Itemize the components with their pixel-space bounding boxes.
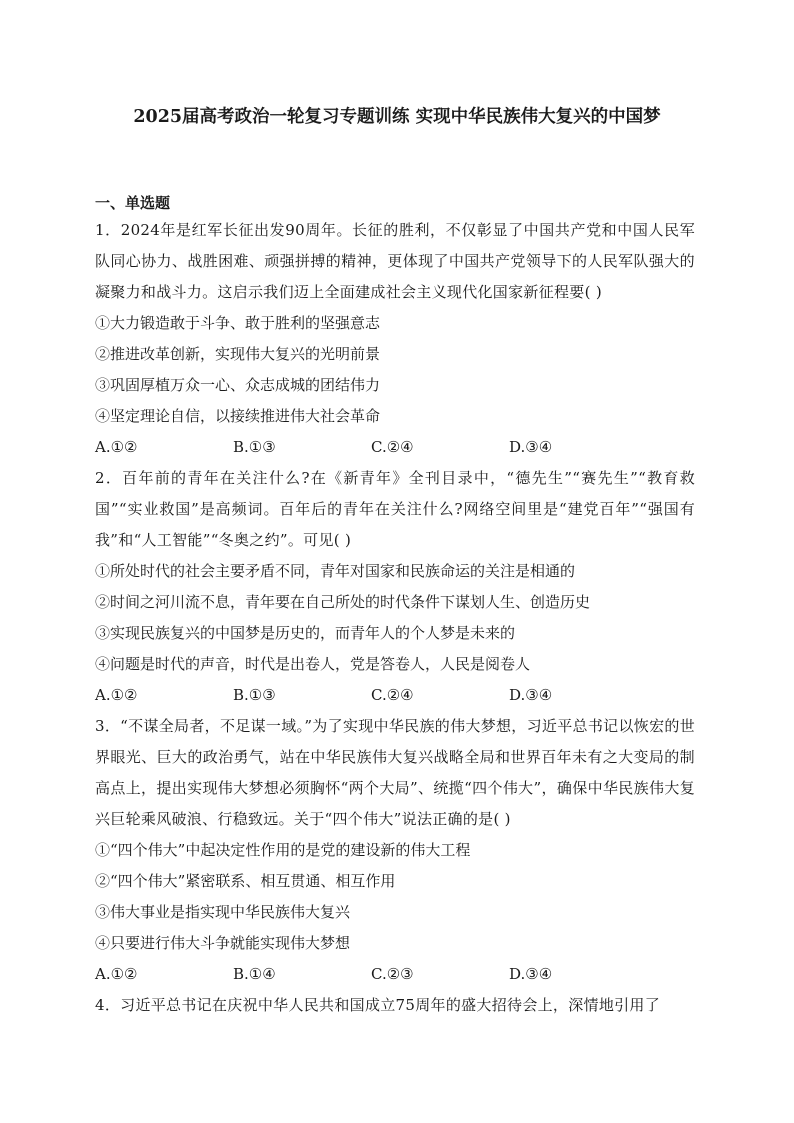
statement-option: ①大力锻造敢于斗争、敢于胜利的坚强意志 [95, 314, 381, 332]
statement-option: ③巩固厚植万众一心、众志成城的团结伟力 [95, 376, 381, 394]
statement-option: ①“四个伟大”中起决定性作用的是党的建设新的伟大工程 [95, 841, 471, 859]
choice-a: A.①② [95, 965, 138, 983]
statement-option: ②推进改革创新，实现伟大复兴的光明前景 [95, 345, 381, 363]
statement-option: ③实现民族复兴的中国梦是历史的，而青年人的个人梦是未来的 [95, 624, 516, 642]
choice-d: D.③④ [509, 686, 553, 704]
choice-d: D.③④ [509, 965, 553, 983]
answer-choices [95, 680, 695, 711]
answer-choices [95, 432, 695, 463]
question-2 [95, 463, 695, 711]
section-heading: 一、单选题 [95, 194, 171, 212]
question-3 [95, 711, 695, 990]
choice-d: D.③④ [509, 438, 553, 456]
choice-c: C.②④ [371, 438, 414, 456]
choice-a: A.①② [95, 438, 138, 456]
statement-option: ①所处时代的社会主要矛盾不同，青年对国家和民族命运的关注是相通的 [95, 562, 576, 580]
choice-b: B.①③ [233, 686, 276, 704]
question-stem: 2．百年前的青年在关注什么?在《新青年》全刊目录中，“德先生”“赛先生”“教育救国”“实业救国”是高频词。百年后的青年在关注什么?网络空间里是“建党百年”“强国有我”和“人工智能”“冬奥之约”。可见( ) [95, 469, 695, 549]
statement-option: ②“四个伟大”紧密联系、相互贯通、相互作用 [95, 872, 396, 890]
choice-b: B.①③ [233, 438, 276, 456]
document-title: 2025届高考政治一轮复习专题训练 实现中华民族伟大复兴的中国梦 [133, 107, 661, 127]
answer-choices [95, 959, 695, 990]
statement-option: ④问题是时代的声音，时代是出卷人，党是答卷人，人民是阅卷人 [95, 655, 531, 673]
question-stem: 1．2024年是红军长征出发90周年。长征的胜利，不仅彰显了中国共产党和中国人民军队同心协力、战胜困难、顽强拼搏的精神，更体现了中国共产党领导下的人民军队强大的凝聚力和战斗力。这启示我们迈上全面建成社会主义现代化国家新征程要( ) [95, 221, 695, 301]
question-4 [95, 990, 695, 1021]
statement-option: ②时间之河川流不息，青年要在自己所处的时代条件下谋划人生、创造历史 [95, 593, 591, 611]
choice-c: C.②③ [371, 965, 414, 983]
choice-b: B.①④ [233, 965, 276, 983]
question-1 [95, 215, 695, 463]
choice-c: C.②④ [371, 686, 414, 704]
choice-a: A.①② [95, 686, 138, 704]
statement-option: ③伟大事业是指实现中华民族伟大复兴 [95, 903, 351, 921]
question-list [95, 215, 695, 1021]
question-stem: 3．“不谋全局者，不足谋一域。”为了实现中华民族的伟大梦想，习近平总书记以恢宏的世界眼光、巨大的政治勇气，站在中华民族伟大复兴战略全局和世界百年未有之大变局的制高点上，提出实现伟大梦想必须胸怀“两个大局”、统揽“四个伟大”，确保中华民族伟大复兴巨轮乘风破浪、行稳致远。关于“四个伟大”说法正确的是( ) [95, 717, 695, 828]
question-stem: 4．习近平总书记在庆祝中华人民共和国成立75周年的盛大招待会上，深情地引用了 [95, 996, 661, 1014]
statement-option: ④只要进行伟大斗争就能实现伟大梦想 [95, 934, 351, 952]
statement-option: ④坚定理论自信，以接续推进伟大社会革命 [95, 407, 381, 425]
